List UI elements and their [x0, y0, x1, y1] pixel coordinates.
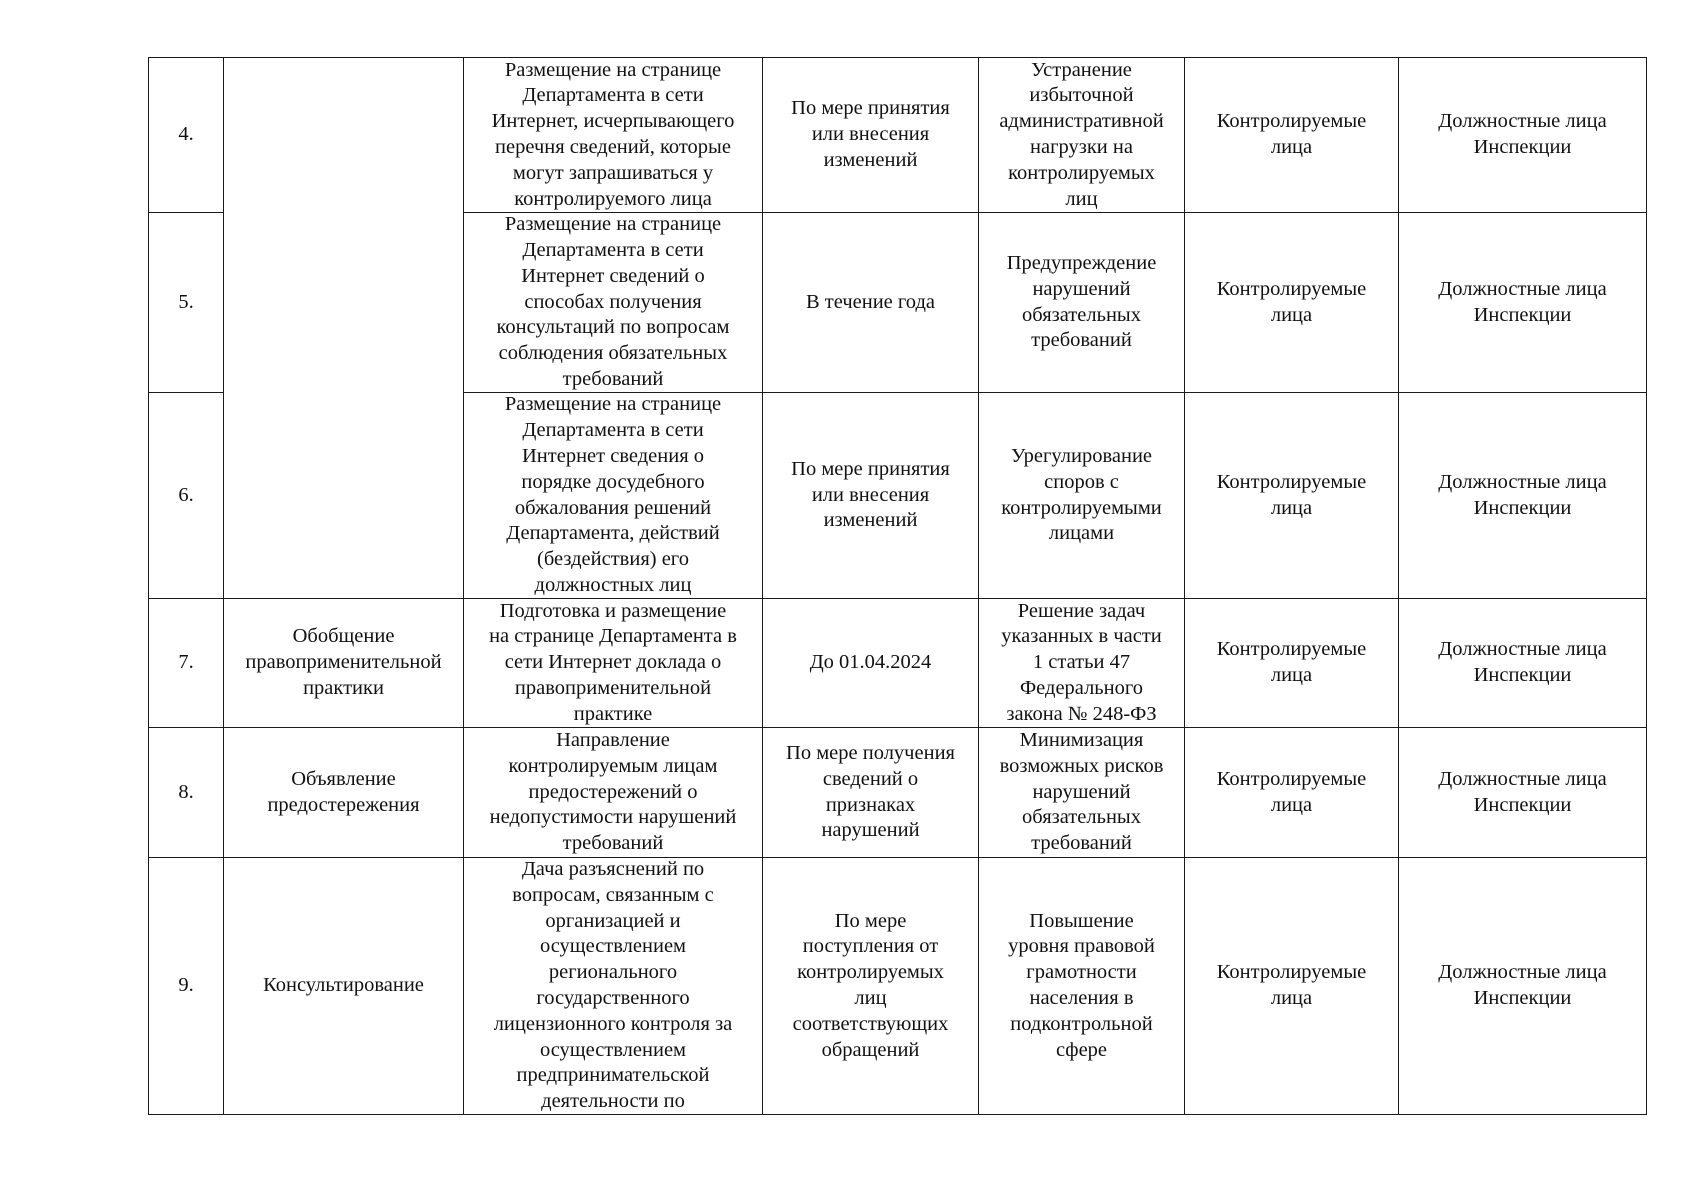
responsible-cell: Должностные лица Инспекции — [1399, 599, 1647, 728]
responsible-cell: Должностные лица Инспекции — [1399, 393, 1647, 599]
subjects-cell: Контролируемые лица — [1185, 213, 1399, 393]
task-cell: Дача разъяснений по вопросам, связанным с организацией и осуществлением регионального государственного лицензионного контроля за осуществлением предпринимательской деятельности по — [464, 858, 763, 1115]
responsible-cell: Должностные лица Инспекции — [1399, 858, 1647, 1115]
table-row — [149, 858, 1647, 1115]
table-row — [149, 58, 1647, 213]
measure-cell: Консультирование — [224, 858, 464, 1115]
goal-cell: Урегулирование споров с контролируемыми лицами — [979, 393, 1185, 599]
measure-cell: Обобщение правоприменительной практики — [224, 599, 464, 728]
table-row — [149, 599, 1647, 728]
term-cell: До 01.04.2024 — [763, 599, 979, 728]
measure-cell: Объявление предостережения — [224, 728, 464, 858]
task-cell: Размещение на странице Департамента в сети Интернет сведений о способах получения консультаций по вопросам соблюдения обязательных требований — [464, 213, 763, 393]
term-cell: По мере получения сведений о признаках нарушений — [763, 728, 979, 858]
term-cell: По мере принятия или внесения изменений — [763, 58, 979, 213]
goal-cell: Минимизация возможных рисков нарушений обязательных требований — [979, 728, 1185, 858]
task-cell: Размещение на странице Департамента в сети Интернет, исчерпывающего перечня сведений, которые могут запрашиваться у контролируемого лица — [464, 58, 763, 213]
goal-cell: Решение задач указанных в части 1 статьи 47 Федерального закона № 248-ФЗ — [979, 599, 1185, 728]
subjects-cell: Контролируемые лица — [1185, 393, 1399, 599]
term-cell: По мере принятия или внесения изменений — [763, 393, 979, 599]
subjects-cell: Контролируемые лица — [1185, 599, 1399, 728]
row-number-cell: 6. — [149, 393, 224, 599]
subjects-cell: Контролируемые лица — [1185, 728, 1399, 858]
responsible-cell: Должностные лица Инспекции — [1399, 728, 1647, 858]
goal-cell: Повышение уровня правовой грамотности населения в подконтрольной сфере — [979, 858, 1185, 1115]
prevention-plan-table — [148, 57, 1647, 1115]
term-cell: В течение года — [763, 213, 979, 393]
row-number-cell: 8. — [149, 728, 224, 858]
row-number-cell: 7. — [149, 599, 224, 728]
goal-cell: Предупреждение нарушений обязательных требований — [979, 213, 1185, 393]
task-cell: Направление контролируемым лицам предостережений о недопустимости нарушений требований — [464, 728, 763, 858]
row-number-cell: 5. — [149, 213, 224, 393]
row-number-cell: 9. — [149, 858, 224, 1115]
task-cell: Размещение на странице Департамента в сети Интернет сведения о порядке досудебного обжалования решений Департамента, действий (бездействия) его должностных лиц — [464, 393, 763, 599]
task-cell: Подготовка и размещение на странице Департамента в сети Интернет доклада о правоприменительной практике — [464, 599, 763, 728]
row-number-cell: 4. — [149, 58, 224, 213]
subjects-cell: Контролируемые лица — [1185, 858, 1399, 1115]
table-row — [149, 728, 1647, 858]
goal-cell: Устранение избыточной административной нагрузки на контролируемых лиц — [979, 58, 1185, 213]
responsible-cell: Должностные лица Инспекции — [1399, 58, 1647, 213]
term-cell: По мере поступления от контролируемых лиц соответствующих обращений — [763, 858, 979, 1115]
responsible-cell: Должностные лица Инспекции — [1399, 213, 1647, 393]
subjects-cell: Контролируемые лица — [1185, 58, 1399, 213]
measure-cell-empty — [224, 58, 464, 599]
